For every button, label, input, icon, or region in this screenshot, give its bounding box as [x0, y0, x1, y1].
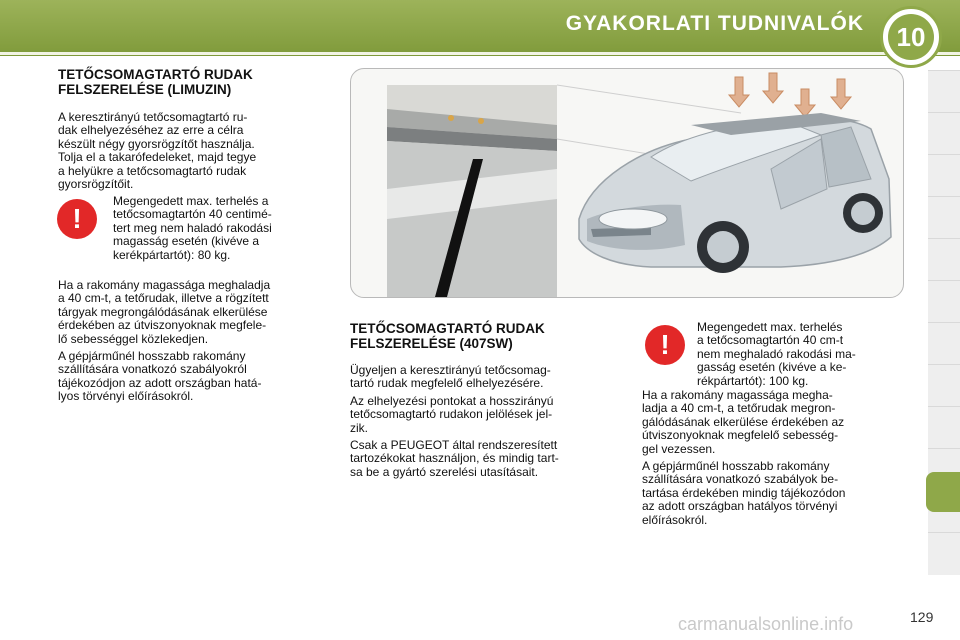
page-number: 129 — [910, 609, 934, 625]
heading-line: FELSZERELÉSE (407SW) — [350, 336, 513, 351]
limuzin-intro — [58, 111, 320, 191]
text-line: gálódásának elkerülése érdekében az — [642, 414, 845, 429]
text-line: Ügyeljen a keresztirányú tetőcsomag- — [350, 363, 551, 377]
heading-line: FELSZERELÉSE (LIMUZIN) — [58, 82, 232, 97]
arrow-down-icon — [729, 77, 749, 107]
mounting-point-arrows — [729, 73, 851, 117]
text-line: tartása érdekében mindig tájékozódon — [642, 485, 846, 500]
sw-section — [350, 321, 612, 479]
arrow-down-icon — [795, 89, 815, 117]
text-line: zik. — [350, 420, 368, 435]
warning-icon: ! — [645, 325, 685, 365]
text-line: tartó rudak megfelelő elhelyezésére. — [350, 376, 544, 391]
text-line: gel vezessen. — [642, 441, 716, 456]
arrow-down-icon — [763, 73, 783, 103]
text-line: a tetőcsomagtartón 40 cm-t — [697, 333, 844, 348]
text-line: tájékozódjon az adott országban hatá- — [58, 375, 262, 390]
arrow-down-icon — [831, 79, 851, 109]
header-divider — [0, 52, 960, 55]
chapter-tab[interactable] — [928, 112, 960, 155]
text-line: Megengedett max. terhelés a — [113, 194, 269, 208]
text-line: tárgyak megrongálódásának elkerülése — [58, 304, 268, 319]
sw-length-note — [642, 460, 904, 527]
chapter-number: 10 — [888, 14, 934, 60]
heading-line: TETŐCSOMAGTARTÓ RUDAK — [58, 67, 253, 82]
chapter-tab[interactable] — [928, 322, 960, 365]
limuzin-section — [58, 67, 320, 191]
text-line: magasság esetén (kivéve a — [113, 234, 260, 249]
chapter-tab[interactable] — [928, 154, 960, 197]
text-line: sa be a gyártó szerelési utasításait. — [350, 464, 539, 479]
text-line: Tolja el a takarófedeleket, majd tegye — [58, 150, 257, 165]
limuzin-height-note — [58, 279, 320, 346]
text-line: a helyükre a tetőcsomagtartó rudak — [58, 163, 247, 178]
sw-placement-note — [350, 364, 612, 391]
chapter-tab[interactable] — [928, 532, 960, 575]
chapter-tab[interactable] — [928, 196, 960, 239]
text-line: Ha a rakomány magassága meghaladja — [58, 278, 271, 292]
limuzin-warning — [113, 195, 319, 262]
chapter-tab[interactable] — [928, 406, 960, 449]
text-line: tetőcsomagtartón 40 centimé- — [113, 207, 272, 222]
sw-heading — [350, 321, 612, 351]
text-line: előírásokról. — [642, 512, 708, 527]
text-line: lyos törvényi előírásokról. — [58, 389, 194, 404]
chapter-tab[interactable] — [928, 70, 960, 113]
text-line: dak elhelyezéséhez az erre a célra — [58, 123, 244, 138]
chapter-tab[interactable] — [928, 364, 960, 407]
limuzin-length-note — [58, 350, 320, 404]
sw-notes — [642, 389, 904, 527]
text-line: A gépjárműnél hosszabb rakomány — [58, 349, 246, 364]
text-line: A gépjárműnél hosszabb rakomány — [642, 459, 830, 474]
sw-height-note — [642, 389, 904, 456]
text-line: tetőcsomagtartó rudakon jelölések jel- — [350, 407, 553, 422]
text-line: rékpártartót): 100 kg. — [697, 373, 809, 388]
limuzin-notes — [58, 279, 320, 404]
sw-marker-note — [350, 395, 612, 435]
text-line: tartozékokat használjon, és mindig tart- — [350, 451, 559, 466]
text-line: érdekében az útviszonyoknak megfele- — [58, 318, 267, 333]
heading-line: TETŐCSOMAGTARTÓ RUDAK — [350, 321, 545, 336]
text-line: nem meghaladó rakodási ma- — [697, 346, 856, 361]
text-line: az adott országban hatályos törvényi — [642, 499, 838, 514]
text-line: gasság esetén (kivéve a ke- — [697, 360, 847, 375]
text-line: szállítására vonatkozó szabályok be- — [642, 472, 839, 487]
car-roof-rack-illustration — [350, 68, 904, 298]
text-line: Megengedett max. terhelés — [697, 320, 843, 334]
text-line: A keresztirányú tetőcsomagtartó ru- — [58, 110, 248, 124]
watermark: carmanualsonline.info — [678, 614, 854, 634]
chapter-tab[interactable] — [928, 238, 960, 281]
text-line: lő sebességgel közlekedjen. — [58, 331, 209, 346]
sw-warning — [697, 321, 903, 388]
text-line: ladja a 40 cm-t, a tetőrudak megron- — [642, 401, 836, 416]
chapter-tab-active[interactable] — [926, 472, 960, 512]
car-illustration-svg — [351, 69, 903, 297]
text-line: tert meg nem haladó rakodási — [113, 220, 272, 235]
text-line: Csak a PEUGEOT által rendszeresített — [350, 438, 558, 453]
text-line: kerékpártartót): 80 kg. — [113, 247, 231, 262]
chapter-tab[interactable] — [928, 280, 960, 323]
text-line: szállítására vonatkozó szabályokról — [58, 362, 247, 377]
chapter-title: GYAKORLATI TUDNIVALÓK — [565, 12, 864, 35]
chapter-number-badge — [880, 6, 942, 68]
text-line: Ha a rakomány magassága megha- — [642, 388, 833, 402]
sw-accessory-note — [350, 439, 612, 479]
text-line: gyorsrögzítőit. — [58, 177, 134, 192]
text-line: készült négy gyorsrögzítőt használja. — [58, 136, 255, 151]
text-line: a 40 cm-t, a tetőrudak, illetve a rögzített — [58, 291, 269, 306]
text-line: útviszonyoknak megfelelő sebesség- — [642, 428, 839, 443]
warning-icon: ! — [57, 199, 97, 239]
limuzin-heading — [58, 67, 320, 97]
text-line: Az elhelyezési pontokat a hosszirányú — [350, 393, 554, 408]
